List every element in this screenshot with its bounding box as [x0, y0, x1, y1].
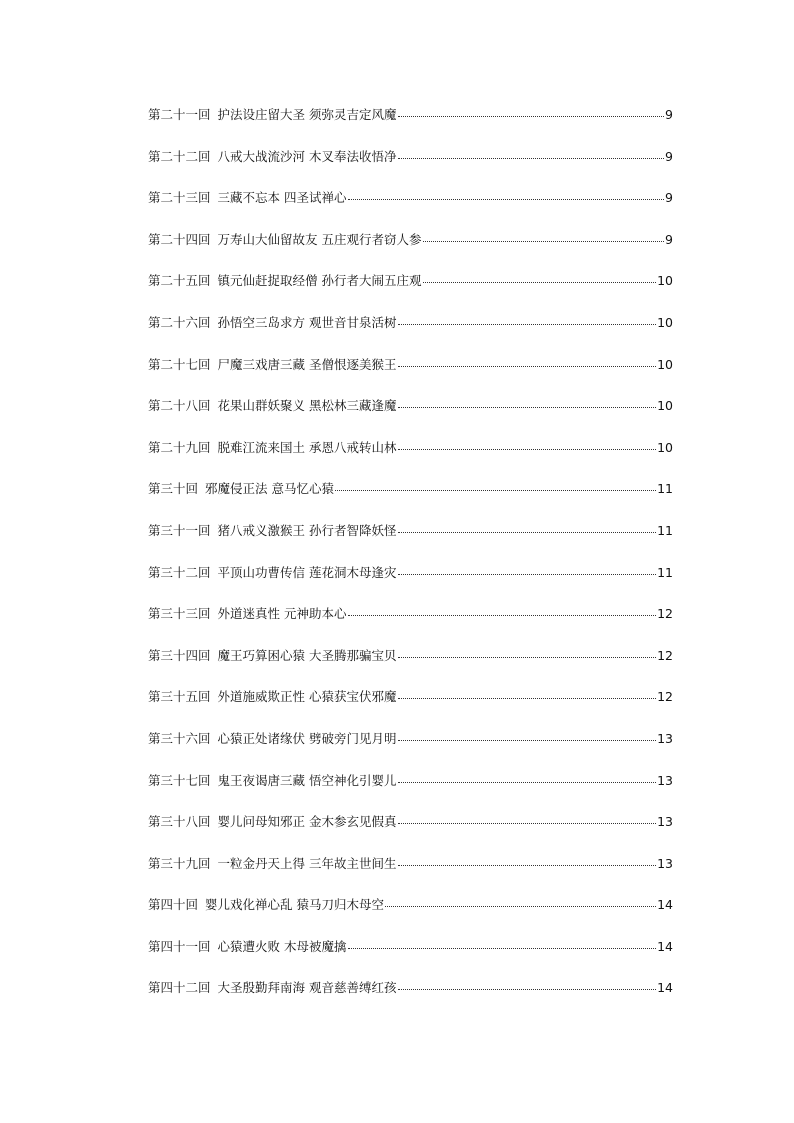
toc-entry-chapter: [148, 188, 347, 208]
toc-entry-page: 12: [657, 689, 673, 705]
dot-leader: [398, 657, 657, 658]
dot-leader: [398, 740, 657, 741]
toc-entry-title: 尸魔三戏唐三藏 圣僧恨逐美猴王: [217, 356, 397, 372]
toc-entry-title: 大圣殷勤拜南海 观音慈善缚红孩: [217, 980, 397, 996]
toc-entry-number: 第四十回: [148, 897, 199, 913]
toc-entry[interactable]: [148, 687, 673, 729]
toc-entry-number: 第二十三回: [148, 190, 211, 206]
toc-entry-title: 心猿遭火败 木母被魔擒: [217, 938, 347, 954]
toc-entry[interactable]: [148, 313, 673, 355]
toc-entry-number: 第二十五回: [148, 273, 211, 289]
toc-entry-number: 第三十三回: [148, 606, 211, 622]
toc-entry-page: 12: [657, 647, 673, 663]
toc-entry-page: 12: [657, 606, 673, 622]
dot-leader: [398, 449, 657, 450]
toc-entry-title: 婴儿戏化禅心乱 猿马刀归木母空: [205, 897, 384, 913]
toc-entry-title: 一粒金丹天上得 三年故主世间生: [217, 855, 397, 871]
toc-entry-chapter: [148, 230, 422, 250]
toc-entry-page: 13: [657, 814, 673, 830]
toc-entry[interactable]: [148, 937, 673, 979]
toc-entry-number: 第三十五回: [148, 689, 211, 705]
toc-entry[interactable]: [148, 147, 673, 189]
dot-leader: [398, 698, 657, 699]
toc-entry[interactable]: [148, 105, 673, 147]
toc-entry-page: 10: [657, 314, 673, 330]
toc-entry-page: 9: [665, 148, 673, 164]
toc-entry-title: 三藏不忘本 四圣试禅心: [217, 190, 347, 206]
toc-entry-page: 14: [657, 980, 673, 996]
toc-entry[interactable]: [148, 812, 673, 854]
dot-leader: [398, 823, 657, 824]
dot-leader: [398, 158, 665, 159]
toc-entry-chapter: [148, 729, 397, 749]
toc-entry-title: 孙悟空三岛求方 观世音甘泉活树: [217, 314, 397, 330]
toc-entry-title: 心猿正处诸缘伏 劈破旁门见月明: [217, 730, 397, 746]
toc-entry-page: 10: [657, 439, 673, 455]
dot-leader: [398, 407, 657, 408]
toc-entry[interactable]: [148, 438, 673, 480]
toc-entry-number: 第二十二回: [148, 148, 211, 164]
toc-entry[interactable]: [148, 646, 673, 688]
toc-entry-page: 14: [657, 897, 673, 913]
toc-entry-title: 脱难江流来国土 承恩八戒转山林: [217, 439, 397, 455]
toc-entry-chapter: [148, 895, 384, 915]
toc-entry[interactable]: [148, 604, 673, 646]
dot-leader: [348, 615, 657, 616]
toc-entry-number: 第三十回: [148, 481, 199, 497]
dot-leader: [398, 574, 657, 575]
toc-entry-page: 13: [657, 855, 673, 871]
toc-entry-chapter: [148, 396, 397, 416]
toc-entry-page: 10: [657, 398, 673, 414]
toc-entry-title: 镇元仙赶捉取经僧 孙行者大闹五庄观: [217, 273, 422, 289]
toc-entry-title: 花果山群妖聚义 黑松林三藏逢魔: [217, 398, 397, 414]
toc-entry-chapter: [148, 105, 397, 125]
toc-entry[interactable]: [148, 521, 673, 563]
toc-entry-number: 第二十四回: [148, 231, 211, 247]
toc-entry-chapter: [148, 812, 397, 832]
toc-entry-chapter: [148, 313, 397, 333]
toc-entry-page: 14: [657, 938, 673, 954]
toc-entry-number: 第二十六回: [148, 314, 211, 330]
toc-entry[interactable]: [148, 771, 673, 813]
toc-entry-chapter: [148, 687, 397, 707]
toc-entry-number: 第三十四回: [148, 647, 211, 663]
toc-entry[interactable]: [148, 355, 673, 397]
toc-entry[interactable]: [148, 188, 673, 230]
dot-leader: [398, 865, 657, 866]
toc-entry-title: 婴儿问母知邪正 金木参玄见假真: [217, 814, 397, 830]
dot-leader: [423, 241, 665, 242]
toc-entry-title: 外道迷真性 元神助本心: [217, 606, 347, 622]
toc-entry[interactable]: [148, 895, 673, 937]
table-of-contents: [148, 105, 673, 1020]
toc-entry-page: 11: [657, 564, 673, 580]
toc-entry[interactable]: [148, 854, 673, 896]
toc-entry-chapter: [148, 521, 397, 541]
toc-entry-chapter: [148, 854, 397, 874]
toc-entry-number: 第三十九回: [148, 855, 211, 871]
toc-entry-number: 第三十一回: [148, 522, 211, 538]
toc-entry-number: 第二十八回: [148, 398, 211, 414]
toc-entry-number: 第二十九回: [148, 439, 211, 455]
toc-entry-page: 9: [665, 107, 673, 122]
toc-entry-chapter: [148, 646, 397, 666]
toc-entry-number: 第二十七回: [148, 356, 211, 372]
dot-leader: [348, 199, 665, 200]
dot-leader: [398, 989, 657, 990]
toc-entry-title: 猪八戒义激猴王 孙行者智降妖怪: [217, 522, 397, 538]
dot-leader: [335, 490, 656, 491]
dot-leader: [398, 324, 657, 325]
toc-entry-title: 外道施威欺正性 心猿获宝伏邪魔: [217, 689, 397, 705]
toc-entry[interactable]: [148, 396, 673, 438]
dot-leader: [398, 782, 657, 783]
toc-entry-chapter: [148, 978, 397, 998]
toc-entry-number: 第三十八回: [148, 814, 211, 830]
toc-entry-chapter: [148, 355, 397, 375]
toc-entry-number: 第四十一回: [148, 938, 211, 954]
toc-entry-chapter: [148, 479, 334, 499]
toc-entry-number: 第二十一回: [148, 107, 211, 122]
toc-entry-page: 9: [665, 190, 673, 206]
toc-entry-number: 第三十六回: [148, 730, 211, 746]
dot-leader: [423, 282, 657, 283]
toc-entry[interactable]: [148, 230, 673, 272]
toc-entry-chapter: [148, 937, 347, 957]
toc-entry-page: 13: [657, 772, 673, 788]
toc-entry-number: 第三十二回: [148, 564, 211, 580]
toc-entry-chapter: [148, 438, 397, 458]
toc-entry-number: 第四十二回: [148, 980, 211, 996]
toc-entry-title: 八戒大战流沙河 木叉奉法收悟净: [217, 148, 397, 164]
toc-entry-page: 11: [657, 481, 673, 497]
toc-entry[interactable]: [148, 271, 673, 313]
toc-entry-chapter: [148, 771, 397, 791]
toc-entry-chapter: [148, 271, 422, 291]
toc-entry[interactable]: [148, 729, 673, 771]
toc-entry[interactable]: [148, 978, 673, 1020]
toc-entry-chapter: [148, 604, 347, 624]
toc-entry-title: 护法设庄留大圣 须弥灵吉定风魔: [217, 107, 397, 122]
toc-entry-number: 第三十七回: [148, 772, 211, 788]
toc-entry[interactable]: [148, 479, 673, 521]
dot-leader: [385, 906, 656, 907]
toc-entry-page: 13: [657, 730, 673, 746]
toc-entry-title: 鬼王夜谒唐三藏 悟空神化引婴儿: [217, 772, 397, 788]
toc-entry-title: 魔王巧算困心猿 大圣腾那骗宝贝: [217, 647, 397, 663]
dot-leader: [348, 948, 657, 949]
toc-entry-chapter: [148, 563, 397, 583]
toc-entry-page: 10: [657, 356, 673, 372]
dot-leader: [398, 532, 657, 533]
toc-entry-chapter: [148, 147, 397, 167]
toc-entry-page: 10: [657, 273, 673, 289]
dot-leader: [398, 366, 657, 367]
toc-entry-title: 平顶山功曹传信 莲花洞木母逢灾: [217, 564, 397, 580]
toc-entry-page: 11: [657, 522, 673, 538]
toc-entry[interactable]: [148, 563, 673, 605]
dot-leader: [398, 116, 665, 117]
toc-entry-page: 9: [665, 231, 673, 247]
toc-entry-title: 邪魔侵正法 意马忆心猿: [205, 481, 334, 497]
toc-entry-title: 万寿山大仙留故友 五庄观行者窃人参: [217, 231, 422, 247]
